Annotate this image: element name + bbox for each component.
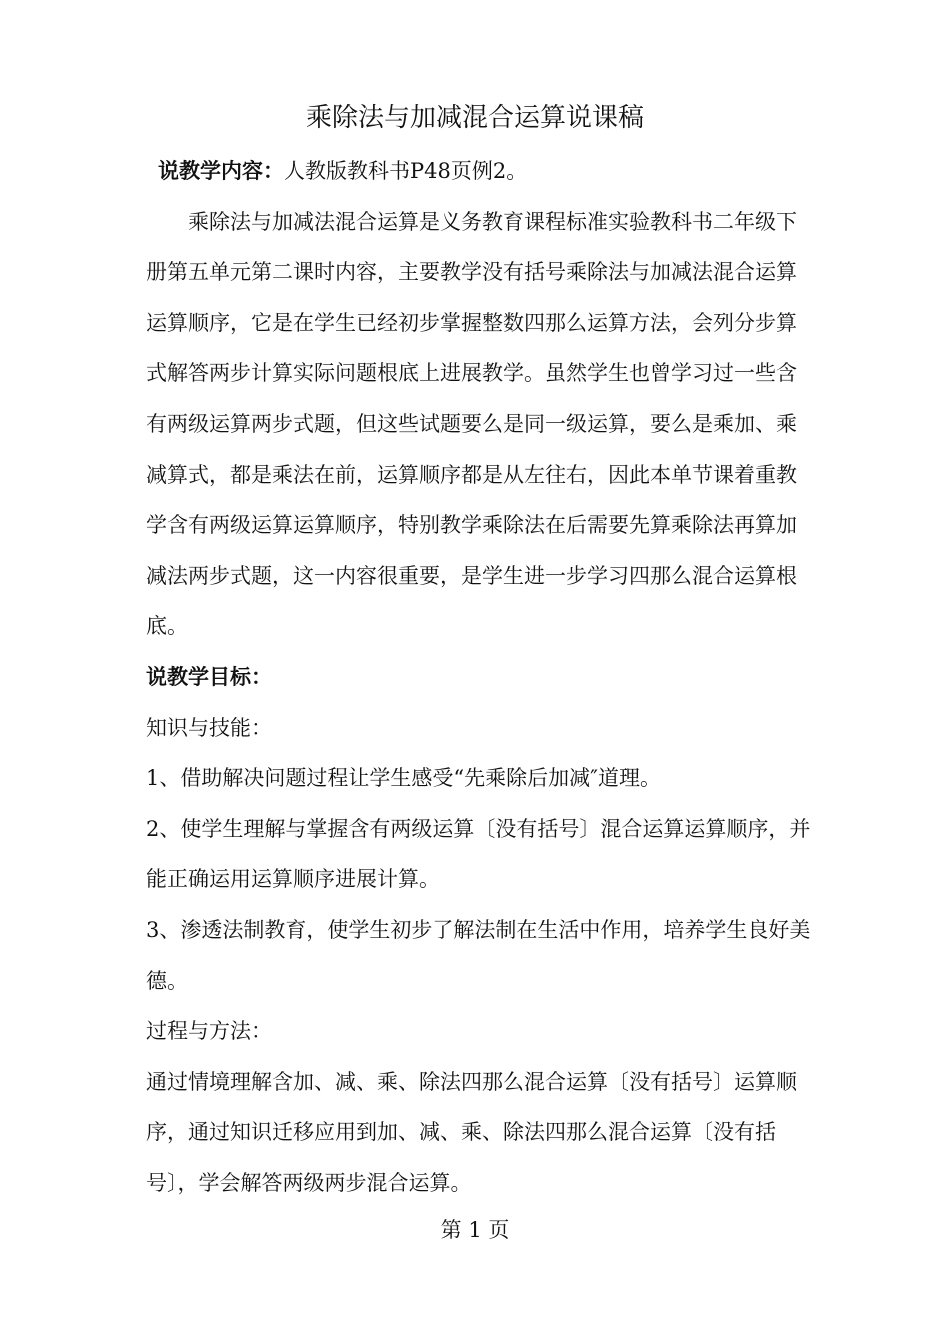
paragraph-process-description: 通过情境理解含加、减、乘、除法四那么混合运算〔没有括号〕运算顺序，通过知识迁移应用到加、减、乘、除法四那么混合运算〔没有括号〕，学会解答两级两步混合运算。	[146, 1069, 797, 1195]
section-teaching-content	[158, 146, 816, 197]
paragraph-content-description: 乘除法与加减法混合运算是义务教育课程标准实验教科书二年级下册第五单元第二课时内容，主要教学没有括号乘除法与加减法混合运算运算顺序，它是在学生已经初步掌握整数四那么运算方法，会列分步算式解答两步计算实际问题根底上进展教学。虽然学生也曾学习过一些含有两级运算两步式题，但这些试题要么是同一级运算，要么是乘加、乘减算式，都是乘法在前，运算顺序都是从左往右，因此本单节课着重教学含有两级运算运算顺序，特别教学乘除法在后需要先算乘除法再算加减法两步式题，这一内容很重要，是学生进一步学习四那么混合运算根底。	[146, 209, 797, 639]
document-title: 乘除法与加减混合运算说课稿	[305, 103, 644, 133]
list-item-2: 2、使学生理解与掌握含有两级运算〔没有括号〕混合运算运算顺序，并能正确运用运算顺序进展计算。	[146, 816, 811, 892]
subheading-knowledge-skills: 知识与技能：	[146, 715, 272, 740]
page-number: 第 1 页	[440, 1218, 510, 1242]
section-teaching-goals	[146, 652, 816, 703]
list-item-1: 1、借助解决问题过程让学生感受“先乘除后加减″道理。	[146, 766, 661, 791]
section-label-teaching-content: 说教学内容：	[158, 159, 284, 183]
subheading-process-methods: 过程与方法：	[146, 1019, 272, 1044]
section-label-teaching-goals: 说教学目标：	[146, 664, 272, 689]
section-text-teaching-content: 人教版教科书P48页例2。	[284, 159, 528, 183]
document-body	[146, 146, 816, 1208]
list-item-3: 3、渗透法制教育，使学生初步了解法制在生活中作用，培养学生良好美德。	[146, 917, 811, 993]
